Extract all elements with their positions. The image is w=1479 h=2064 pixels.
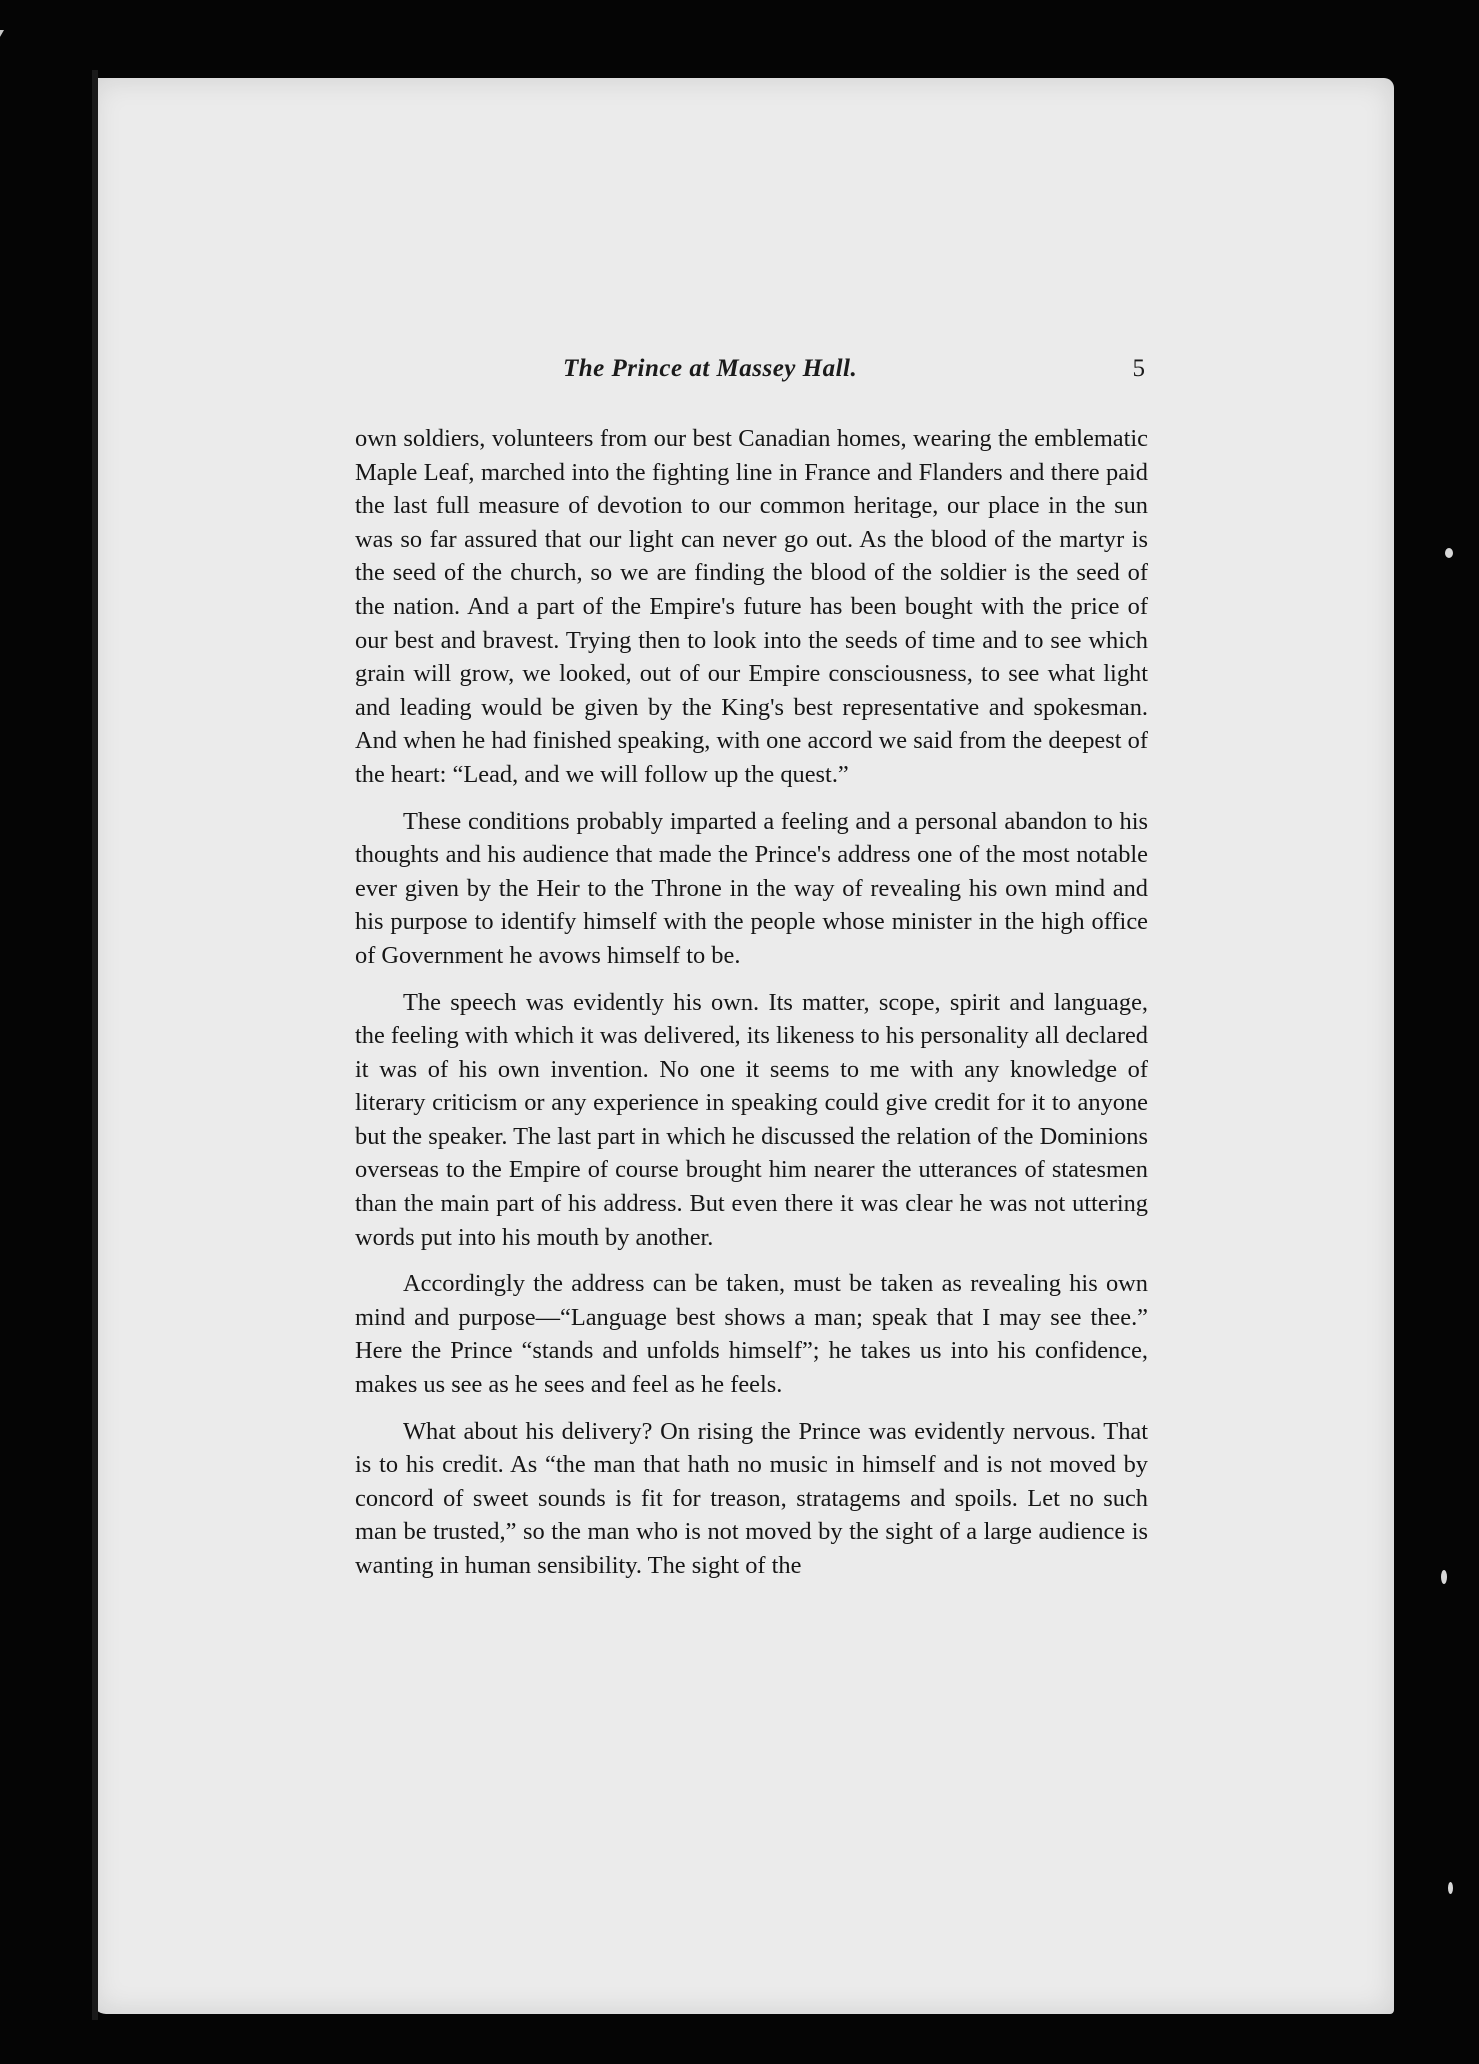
paragraph: The speech was evidently his own. Its matter, scope, spirit and language, the feeling with which it was delivered, its likeness to his personality all declared it was of his own invention. No one it seems to me with any knowledge of literary criticism or any experience in speaking could give credit for it to anyone but the speaker. The last part in which he discussed the relation of the Dominions overseas to the Empire of course brought him nearer the utterances of statesmen than the main part of his address. But even there it was clear he was not uttering words put into his mouth by another.	[355, 988, 1148, 1251]
binding-gutter-shadow	[92, 70, 98, 2020]
paragraph: What about his delivery? On rising the Prince was evidently nervous. That is to his credit. As “the man that hath no music in himself and is not moved by concord of sweet sounds is fit for treason, stratagems and spoils. Let no such man be trusted,” so the man who is not moved by the sight of a large audience is wanting in human sensibility. The sight of the	[355, 1417, 1148, 1579]
body-text	[355, 422, 1148, 1596]
paragraph: Accordingly the address can be taken, must be taken as revealing his own mind and purpose—“Language best shows a man; speak that I may see thee.” Here the Prince “stands and unfolds himself”; he takes us into his confidence, makes us see as he sees and feel as he feels.	[355, 1270, 1148, 1399]
running-head: The Prince at Massey Hall.	[563, 355, 858, 382]
page-number: 5	[1132, 355, 1145, 382]
page-header	[355, 355, 1155, 391]
dust-speck	[1441, 1570, 1447, 1584]
paragraph: own soldiers, volunteers from our best Canadian homes, wearing the emblematic Maple Leaf, marched into the fighting line in France and Flanders and there paid the last full measure of devotion to our common heritage, our place in the sun was so far assured that our light can never go out. As the blood of the martyr is the seed of the church, so we are finding the blood of the soldier is the seed of the nation. And a part of the Empire's future has been bought with the price of our best and bravest. Trying then to look into the seeds of time and to see which grain will grow, we looked, out of our Empire consciousness, to see what light and leading would be given by the King's best representative and spokesman. And when he had finished speaking, with one accord we said from the deepest of the heart: “Lead, and we will follow up the quest.”	[355, 425, 1148, 788]
dust-speck	[1445, 548, 1453, 558]
film-edge-mark	[0, 30, 44, 110]
paragraph: These conditions probably imparted a feeling and a personal abandon to his thoughts and his audience that made the Prince's address one of the most notable ever given by the Heir to the Throne in the way of revealing his own mind and his purpose to identify himself with the people whose minister in the high office of Government he avows himself to be.	[355, 807, 1148, 969]
dust-speck	[1448, 1882, 1453, 1894]
